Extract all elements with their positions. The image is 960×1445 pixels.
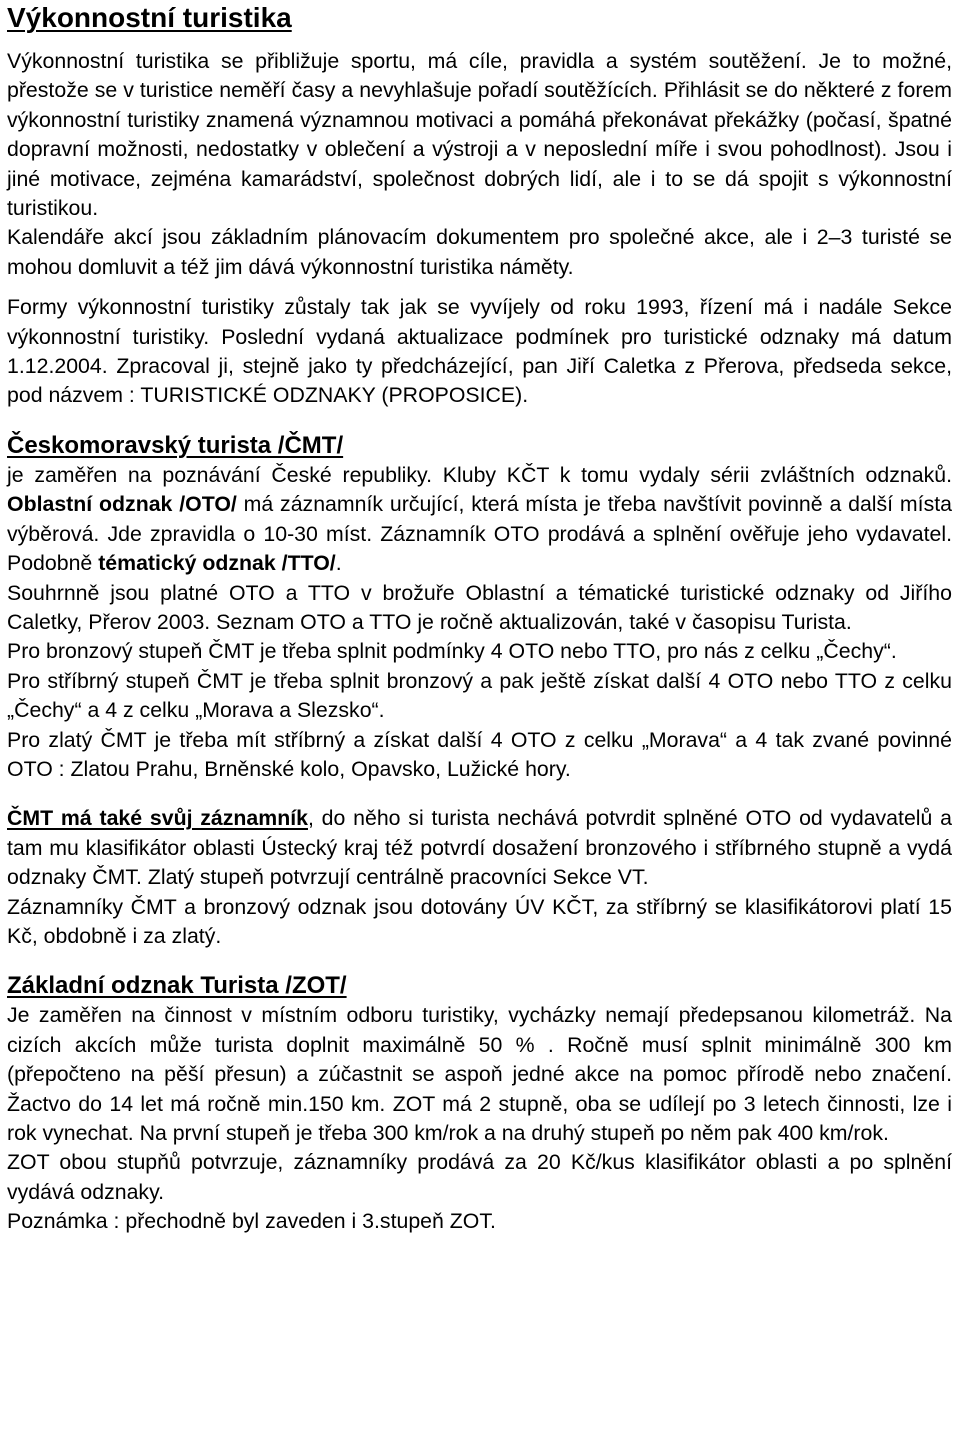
zot-paragraph-1: Je zaměřen na činnost v místním odboru turistiky, vycházky nemají předepsanou kilometráž. Na cizích akcích může turista doplnit maximálně 50 % . Ročně musí splnit minimálně 300 km (přepočteno na pěší přesun) a zúčastnit se aspoň jedné akce na pomoc přírodě nebo značení. Žactvo do 14 let má ročně min.150 km. ZOT má 2 stupně, oba se udílejí po 3 letech činnosti, lze i rok vynechat. Na první stupeň je třeba 300 km/rok a na druhý stupeň po něm pak 400 km/rok.	[7, 1003, 952, 1145]
tto-term: tématický odznak /TTO/	[98, 551, 336, 576]
zot-note: Poznámka : přechodně byl zaveden i 3.stupeň ZOT.	[7, 1209, 496, 1234]
page-title: Výkonnostní turistika	[7, 2, 292, 33]
cmt-paragraph-2: Souhrnně jsou platné OTO a TTO v brožuře Oblastní a tématické turistické odznaky od Jiřího Caletky, Přerov 2003. Seznam OTO a TTO je ročně aktualizován, také v časopisu Turista.	[7, 580, 952, 634]
cmt-heading: Českomoravský turista /ČMT/	[7, 431, 344, 459]
cmt-p1-text-a: je zaměřen na poznávání České republiky. Kluby KČT k tomu vydaly sérii zvláštních odznaků.	[7, 462, 952, 487]
cmt-p1-text-b: má záznamník určující, která místa je třeba navštívit povinně a další místa výběrová. Jde zpravidla o 10-30 míst. Záznamník OTO prodává a splnění ověřuje jeho vydavatel. Podobně	[7, 492, 952, 576]
zot-heading: Základní odznak Turista /ZOT/	[7, 972, 347, 1000]
cmt-paragraph-gold: Pro zlatý ČMT je třeba mít stříbrný a získat další 4 OTO z celku „Morava“ a 4 tak zvané povinné OTO : Zlatou Prahu, Brněnské kolo, Opavsko, Lužické hory.	[7, 727, 952, 781]
zaznamnik-lead: ČMT má také svůj záznamník	[7, 806, 308, 831]
intro-paragraph-3: Formy výkonnostní turistiky zůstaly tak jak se vyvíjely od roku 1993, řízení má i nadále Sekce výkonnostní turistiky. Poslední vydaná aktualizace podmínek pro turistické odznaky má datum 1.12.2004. Zpracoval ji, stejně jako ty předcházející, pan Jiří Caletka z Přerova, předseda sekce, pod názvem : TURISTICKÉ ODZNAKY (PROPOSICE).	[7, 295, 952, 408]
cmt-paragraph-1	[7, 461, 952, 579]
cmt-paragraph-bronze: Pro bronzový stupeň ČMT je třeba splnit podmínky 4 OTO nebo TTO, pro nás z celku „Čechy“.	[7, 639, 897, 664]
oto-term: Oblastní odznak /OTO/	[7, 492, 237, 517]
cmt-p1-text-c: .	[335, 551, 342, 576]
zot-paragraph-2: ZOT obou stupňů potvrzuje, záznamníky prodává za 20 Kč/kus klasifikátor oblasti a po splnění vydává odznaky.	[7, 1150, 952, 1204]
zaznamnik-p1-rest: , do něho si turista nechává potvrdit splněné OTO od vydavatelů a tam mu klasifikátor oblasti Ústecký kraj též potvrdí dosažení bronzového i stříbrného stupně a vydá odznaky ČMT. Zlatý stupeň potvrzují centrálně pracovníci Sekce VT.	[7, 806, 952, 890]
cmt-paragraph-silver: Pro stříbrný stupeň ČMT je třeba splnit bronzový a pak ještě získat další 4 OTO nebo TTO z celku „Čechy“ a 4 z celku „Morava a Slezsko“.	[7, 668, 952, 723]
intro-paragraph-1: Výkonnostní turistika se přibližuje sportu, má cíle, pravidla a systém soutěžení. Je to možné, přestože se v turistice neměří časy a nevyhlašuje pořadí soutěžících. Přihlásit se do některé z forem výkonnostní turistiky znamená významnou motivaci a pomáhá překonávat překážky (počasí, špatné dopravní možnosti, nedostatky v oblečení a výstroji a v neposlední míře i svou pohodlnost). Jsou i jiné motivace, zejména kamarádství, společnost dobrých lidí, ale i to se dá spojit s výkonnostní turistikou.	[7, 49, 952, 221]
zaznamnik-paragraph-2: Záznamníky ČMT a bronzový odznak jsou dotovány ÚV KČT, za stříbrný se klasifikátorovi platí 15 Kč, obdobně i za zlatý.	[7, 894, 952, 948]
intro-paragraph-2: Kalendáře akcí jsou základním plánovacím dokumentem pro společné akce, ale i 2–3 turisté se mohou domluvit a též jim dává výkonnostní turistika náměty.	[7, 225, 952, 279]
zaznamnik-paragraph-1	[7, 804, 952, 892]
